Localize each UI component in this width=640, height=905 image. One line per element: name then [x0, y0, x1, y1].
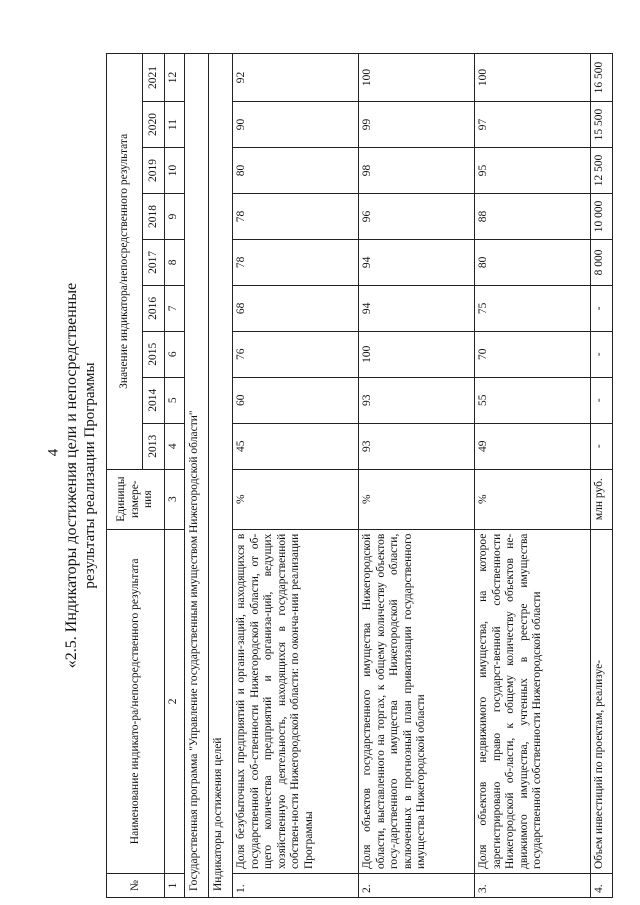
index-cell: 7 — [165, 285, 185, 331]
row-value: 80 — [233, 148, 359, 194]
row-value: 94 — [359, 239, 475, 285]
row-value: 88 — [475, 193, 591, 239]
row-value: - — [591, 331, 613, 377]
section-title — [62, 53, 100, 898]
row-value: 100 — [359, 54, 475, 102]
row-value: 97 — [475, 102, 591, 148]
row-value: 70 — [475, 331, 591, 377]
row-name: Доля объектов государственного имущества Нижегородской области, выставленного на торгах, к общему количеству объектов госу-дарственного имущества Нижегородской области, включенных в прогнозный план приватизации государственного имущества Нижегородской области — [359, 529, 475, 873]
table-row — [591, 54, 613, 898]
row-value: 49 — [475, 423, 591, 469]
header-values-group: Значение индикатора/непосредственного результата — [107, 54, 143, 470]
row-value: 98 — [359, 148, 475, 194]
header-unit: Единицы измере-ния — [107, 469, 165, 529]
row-value: 93 — [359, 423, 475, 469]
row-name: Доля объектов недвижимого имущества, на которое зарегистрировано право государст-венной собственности Нижегородской об-ласти, к общему количеству объектов не-движимого имущества, учтенных в реестре имущества государственной собственности Нижегородской области — [475, 529, 591, 873]
row-num: 2. — [359, 874, 475, 898]
document-sheet — [62, 53, 607, 898]
row-value: 80 — [475, 239, 591, 285]
row-value: 45 — [233, 423, 359, 469]
row-value: 55 — [475, 377, 591, 423]
index-cell: 8 — [165, 239, 185, 285]
header-year: 2018 — [143, 193, 165, 239]
index-cell: 1 — [165, 874, 185, 898]
row-value: 12 500 — [591, 148, 613, 194]
row-value: - — [591, 377, 613, 423]
row-unit: млн руб. — [591, 469, 613, 529]
row-value: - — [591, 285, 613, 331]
row-value: 68 — [233, 285, 359, 331]
header-year: 2021 — [143, 54, 165, 102]
row-name: Доля безубыточных предприятий и органи-заций, находящихся в государственной соб-ственности Нижегородской области, от об-щего количества предприятий и организа-ций, ведущих хозяйственную деятельность, находящихся в государственной собствен-ности Нижегородской области: по оконча-нии реализации Программы — [233, 529, 359, 873]
row-value: 99 — [359, 102, 475, 148]
index-cell: 3 — [165, 469, 185, 529]
row-value: 60 — [233, 377, 359, 423]
row-num: 4. — [591, 874, 613, 898]
table-row — [475, 54, 591, 898]
row-value: - — [591, 423, 613, 469]
header-year: 2014 — [143, 377, 165, 423]
row-value: 96 — [359, 193, 475, 239]
row-value: 76 — [233, 331, 359, 377]
header-year: 2017 — [143, 239, 165, 285]
row-value: 100 — [475, 54, 591, 102]
header-name: Наименование индикато-ра/непосредственного результата — [107, 529, 165, 873]
index-cell: 12 — [165, 54, 185, 102]
row-value: 15 500 — [591, 102, 613, 148]
row-unit: % — [475, 469, 591, 529]
row-name: Объем инвестиций по проектам, реализуе- — [591, 529, 613, 873]
row-value: 78 — [233, 239, 359, 285]
index-cell: 6 — [165, 331, 185, 377]
header-year: 2015 — [143, 331, 165, 377]
header-year: 2019 — [143, 148, 165, 194]
row-value: 16 500 — [591, 54, 613, 102]
row-value: 93 — [359, 377, 475, 423]
indicators-table — [106, 53, 613, 898]
index-cell: 5 — [165, 377, 185, 423]
index-cell: 9 — [165, 193, 185, 239]
index-cell: 2 — [165, 529, 185, 873]
row-value: 90 — [233, 102, 359, 148]
row-value: 78 — [233, 193, 359, 239]
row-num: 3. — [475, 874, 591, 898]
header-num: № — [107, 874, 165, 898]
title-line-2: результаты реализации Программы — [82, 362, 98, 589]
row-value: 10 000 — [591, 193, 613, 239]
index-cell: 11 — [165, 102, 185, 148]
row-value: 95 — [475, 148, 591, 194]
row-value: 75 — [475, 285, 591, 331]
row-unit: % — [233, 469, 359, 529]
row-value: 8 000 — [591, 239, 613, 285]
indicators-section-row: Индикаторы достижения целей — [209, 54, 233, 898]
row-unit: % — [359, 469, 475, 529]
row-value: 94 — [359, 285, 475, 331]
index-cell: 10 — [165, 148, 185, 194]
row-num: 1. — [233, 874, 359, 898]
header-year: 2016 — [143, 285, 165, 331]
table-row — [233, 54, 359, 898]
program-row: Государственная программа "Управление государственным имуществом Нижегородской области" — [185, 54, 209, 898]
row-value: 100 — [359, 331, 475, 377]
row-value: 92 — [233, 54, 359, 102]
header-year: 2013 — [143, 423, 165, 469]
header-year: 2020 — [143, 102, 165, 148]
title-line-1: «2.5. Индикаторы достижения цели и непосредственные — [63, 282, 80, 669]
table-row — [359, 54, 475, 898]
index-cell: 4 — [165, 423, 185, 469]
page-number: 4 — [45, 448, 62, 457]
